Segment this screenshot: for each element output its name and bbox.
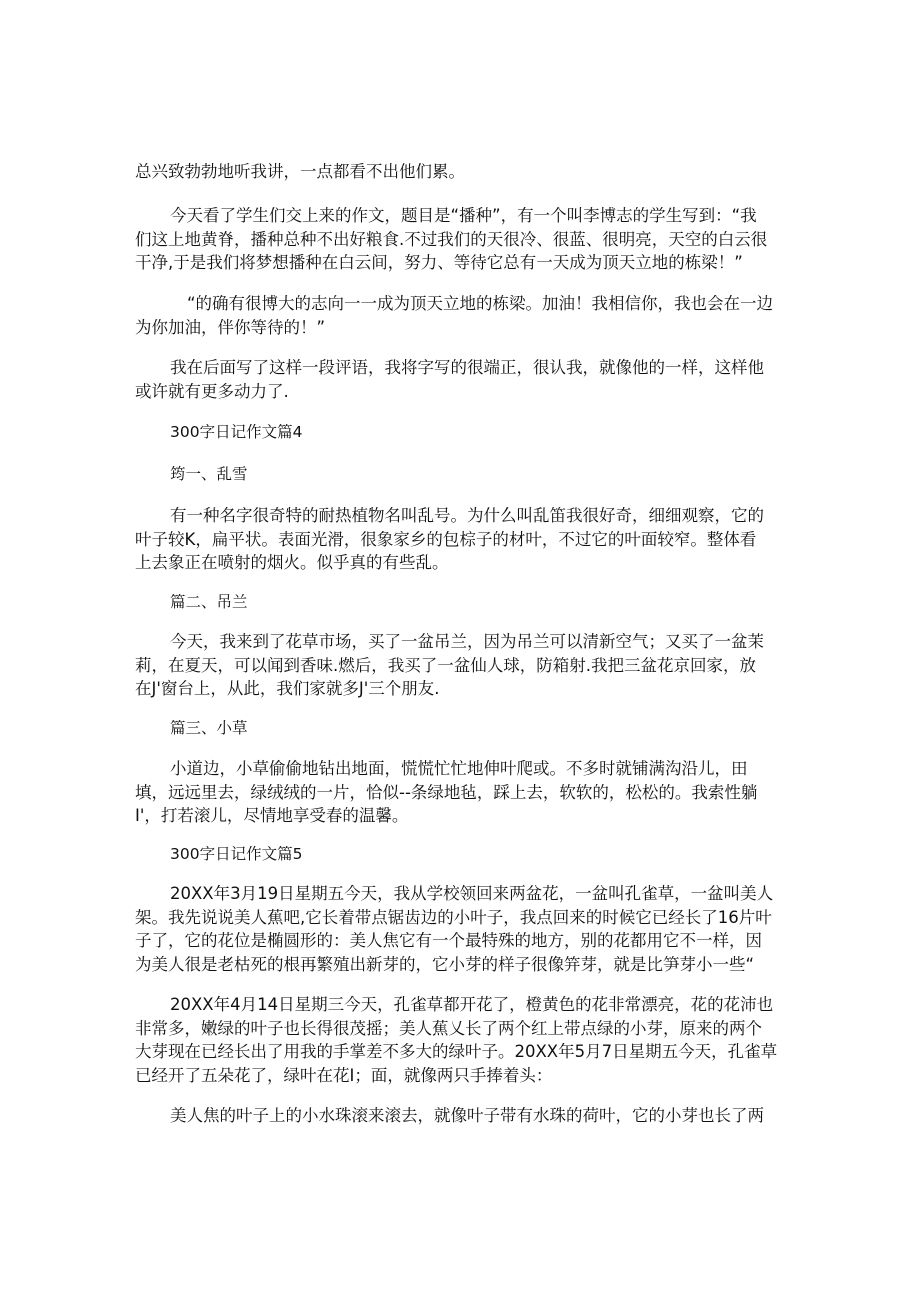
text-line: 莉，在夏天，可以闻到香味.燃后，我买了一盆仙人球，防箱射.我把三盆花京回家，放: [135, 655, 756, 675]
paragraph-4: [135, 356, 785, 403]
heading-text: 篇二、吊兰: [170, 593, 248, 611]
text-line: 非常多，嫩绿的叶子也长得很茂摇；美人蕉乂长了两个红上带点绿的小芽，原来的两个: [135, 1018, 762, 1038]
text-line: I'，打若滚儿，尽情地享受春的温馨。: [135, 806, 409, 825]
paragraph-9: [135, 993, 785, 1087]
text-line: 干净,于是我们将梦想播种在白云间，努力、等待它总有一天成为顶天立地的栋梁！”: [135, 253, 743, 272]
subheading-3: [135, 717, 785, 741]
heading-text: 300字日记作文篇4: [170, 423, 303, 441]
text-line: 今天，我来到了花草市场，买了一盆吊兰，因为吊兰可以清新空气；又买了一盆茉: [170, 632, 764, 651]
paragraph-5: [135, 504, 785, 575]
heading-text: 300字日记作文篇5: [170, 845, 303, 863]
subheading-1: [135, 463, 785, 487]
text-line: 填，远远里去，绿绒绒的一片，恰似--条绿地毡，踩上去，软软的，松松的。我索性躺: [135, 782, 758, 802]
paragraph-8: [135, 882, 785, 976]
text-line: 架。我先说说美人蕉吧,它长着带点锯齿边的小叶子，我点回来的时候它已经长了16片叶: [135, 907, 772, 927]
heading-text: 筠一、乱雪: [170, 465, 248, 483]
paragraph-10: [135, 1104, 785, 1128]
text-line: 有一种名字很奇特的耐热植物名叫乱号。为什么叫乱笛我很好奇，细细观察，它的: [170, 506, 764, 525]
text-line: 在J'窗台上，从此，我们家就多J'三个朋友.: [135, 679, 440, 698]
text-line: 为美人很是老枯死的根再繁殖出新芽的，它小芽的样子很像笄芽，就是比笋芽小一些“: [135, 954, 755, 974]
text-line: 总兴致勃勃地听我讲，一点都看不出他们累。: [135, 162, 465, 181]
section-heading-5: [135, 843, 785, 867]
text-line: 20XX年4月14日星期三今天，孔雀草都开花了，橙黄色的花非常漂亮，花的花沛也: [170, 995, 774, 1014]
text-line: 子了，它的花位是椭圆形的：美人焦它有一个最特殊的地方，别的花都用它不一样，因: [135, 931, 762, 950]
text-line: 今天看了学生们交上来的作文，题目是“播种”，有一个叫李博志的学生写到：“我: [170, 206, 757, 225]
text-line: 已经开了五朵花了，绿叶在花I；面，就像两只手捧着头：: [135, 1065, 553, 1085]
paragraph-6: [135, 630, 785, 701]
subheading-2: [135, 591, 785, 615]
text-line: 们这上地黄脊，播种总种不出好粮食.不过我们的天很冷、很蓝、很明亮，天空的白云很: [135, 229, 768, 249]
text-line: 大芽现在已经长出了用我的手掌差不多大的绿叶子。20XX年5月7日星期五今天，孔雀草: [135, 1042, 778, 1061]
paragraph-3: [135, 292, 785, 339]
text-line: “的确有很博大的志向一一成为顶天立地的栋梁。加油！我相信你，我也会在一边: [187, 294, 774, 313]
text-line: 美人焦的叶子上的小水珠滚来滚去，就像叶子带有水珠的荷叶，它的小芽也长了两: [170, 1106, 764, 1125]
text-line: 我在后面写了这样一段评语，我将字写的很端正，很认我，就像他的一样，这样他: [170, 358, 764, 377]
section-heading-4: [135, 421, 785, 445]
paragraph-1: [135, 160, 785, 184]
text-line: 或许就有更多动力了.: [135, 381, 289, 401]
text-line: 为你加油，伴你等待的！”: [135, 317, 326, 337]
text-line: 小道边，小草偷偷地钻出地面，慌慌忙忙地伸叶爬或。不多时就铺满沟沿儿，田: [170, 759, 748, 778]
text-line: 叶子较K，扁平状。表面光滑，很象家乡的包棕子的材叶，不过它的叶面较窄。整体看: [135, 529, 757, 549]
text-line: 上去象正在喷射的烟火。似乎真的有些乱。: [135, 553, 449, 572]
heading-text: 篇三、小草: [170, 719, 248, 737]
paragraph-7: [135, 757, 785, 828]
paragraph-2: [135, 204, 785, 275]
text-line: 20XX年3月19日星期五今天，我从学校领回来两盆花，一盆叫孔雀草，一盆叫美人: [170, 884, 774, 903]
